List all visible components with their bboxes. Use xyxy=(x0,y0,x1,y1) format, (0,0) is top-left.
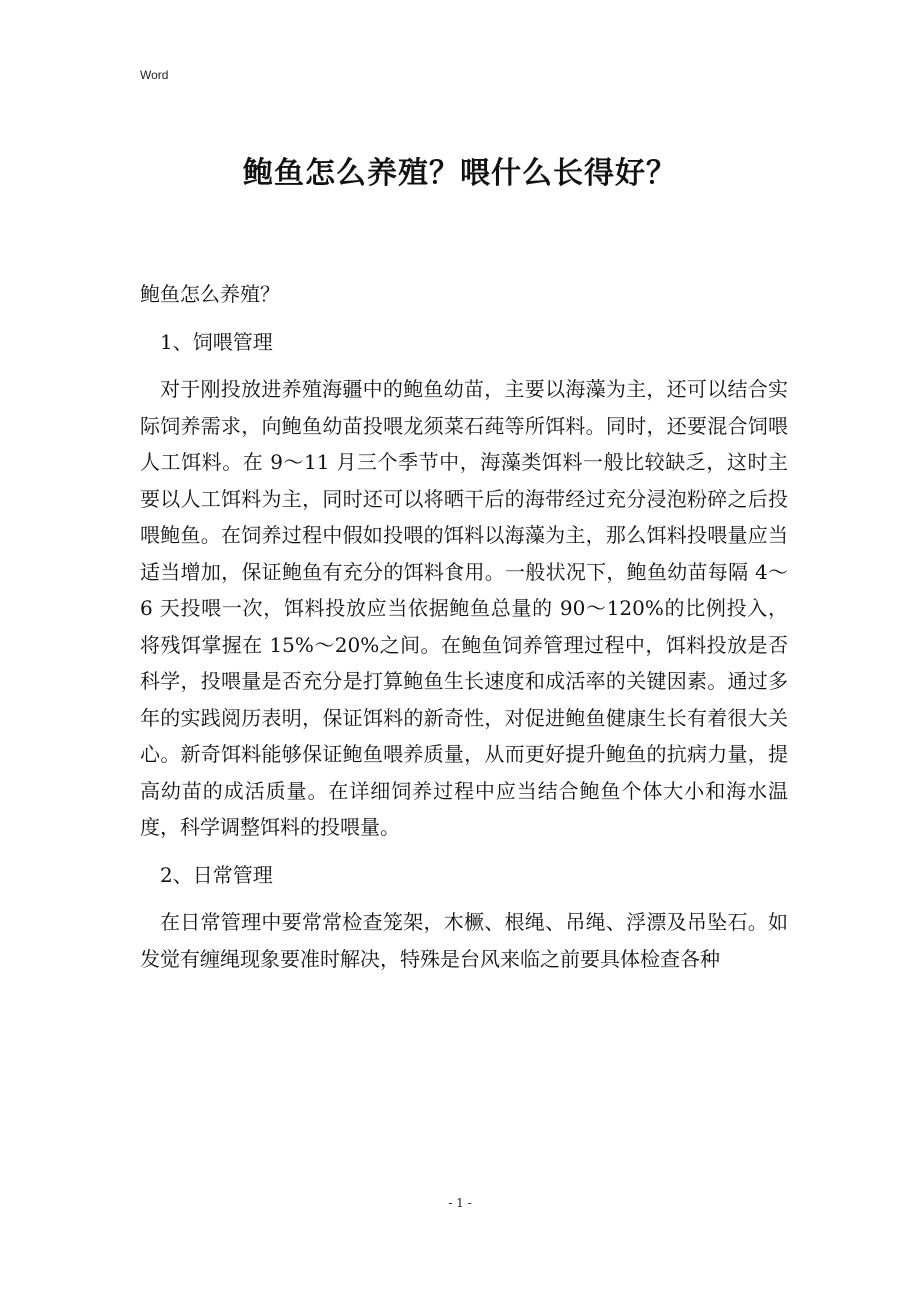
page-number: - 1 - xyxy=(448,1196,472,1210)
section-2-heading: 2、日常管理 xyxy=(160,862,273,887)
section-1-paragraph: 对于刚投放进养殖海疆中的鲍鱼幼苗，主要以海藻为主，还可以结合实际饲养需求，向鲍鱼幼苗投喂龙须菜石莼等所饵料。同时，还要混合饲喂人工饵料。在 9～11 月三个季节中，海藻类饵料一般比较缺乏，这时主要以人工饵料为主，同时还可以将晒干后的海带经过充分浸泡粉碎之后投喂鲍鱼。在饲养过程中假如投喂的饵料以海藻为主，那么饵料投喂量应当适当增加，保证鲍鱼有充分的饵料食用。一般状况下，鲍鱼幼苗每隔 4～6 天投喂一次，饵料投放应当依据鲍鱼总量的 90～120%的比例投入，将残饵掌握在 15%～20%之间。在鲍鱼饲养管理过程中，饵料投放是否科学，投喂量是否充分是打算鲍鱼生长速度和成活率的关键因素。通过多年的实践阅历表明，保证饵料的新奇性，对促进鲍鱼健康生长有着很大关心。新奇饵料能够保证鲍鱼喂养质量，从而更好提升鲍鱼的抗病力量，提高幼苗的成活质量。在详细饲养过程中应当结合鲍鱼个体大小和海水温度，科学调整饵料的投喂量。 xyxy=(140,377,788,839)
document-body xyxy=(140,276,788,977)
intro-line: 鲍鱼怎么养殖？ xyxy=(140,282,280,306)
section-2-paragraph: 在日常管理中要常常检查笼架，木橛、根绳、吊绳、浮漂及吊坠石。如发觉有缠绳现象要准时解决，特殊是台风来临之前要具体检查各种 xyxy=(140,910,788,971)
section-1-heading: 1、饲喂管理 xyxy=(160,329,273,354)
document-title: 鲍鱼怎么养殖？喂什么长得好？ xyxy=(243,156,677,191)
header-label: Word xyxy=(140,68,169,82)
